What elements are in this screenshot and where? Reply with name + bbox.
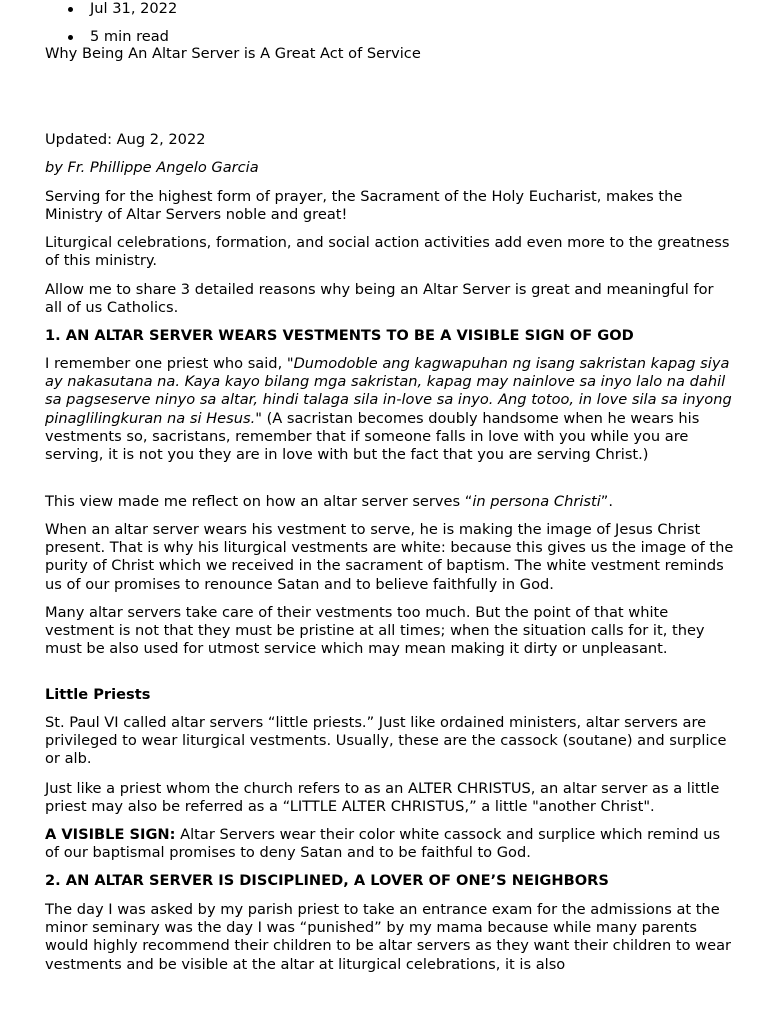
little-priests-paragraph-2: Just like a priest whom the church refers to as an ALTER CHRISTUS, an altar server as a little priest may also be referred as a “LITTLE ALTER CHRISTUS,” a little "another Christ". — [45, 780, 720, 816]
quote-prefix: I remember one priest who said, " — [45, 355, 294, 372]
vestment-care-paragraph: Many altar servers take care of their vestments too much. But the point of that white vestment is not that they must be pristine at all times; when the situation calls for it, they must be also used for utmost service which may mean making it dirty or unpleasant. — [45, 604, 705, 658]
seminary-story-paragraph: The day I was asked by my parish priest to take an entrance exam for the admissions at the minor seminary was the day I was “punished” by my mama because while many parents would highly recommend their children to be altar servers as they want their children to wear vestments and be visible at the altar at liturgical celebrations, it is also — [45, 901, 732, 973]
in-persona-christi-paragraph — [45, 493, 735, 511]
little-priests-paragraph-1: St. Paul VI called altar servers “little priests.” Just like ordained ministers, altar servers are privileged to wear liturgical vestments. Usually, these are the cassock (soutane) and surplice or alb. — [45, 714, 727, 768]
view-suffix: ”. — [600, 493, 613, 510]
updated-date: Updated: Aug 2, 2022 — [45, 131, 206, 148]
author-byline: by Fr. Phillippe Angelo Garcia — [45, 159, 259, 176]
in-persona-christi: in persona Christi — [472, 493, 601, 510]
intro-paragraph-1: Serving for the highest form of prayer, the Sacrament of the Holy Eucharist, makes the Ministry of Altar Servers noble and great! — [45, 188, 683, 224]
view-prefix: This view made me reflect on how an altar server serves “ — [45, 493, 473, 510]
quote-tagalog: Dumodoble ang kagwapuhan ng isang sakristan kapag siya ay nakasutana na. Kaya kayo bilang mga sakristan, kapag may nainlove sa inyo lalo na dahil sa pagseserve ninyo sa altar, hindi talaga sila in-love sa inyo. Ang totoo, in love sila sa inyong pinaglilingkuran na si Hesus. — [45, 355, 732, 427]
visible-sign-paragraph — [45, 826, 735, 862]
read-time: 5 min read — [90, 28, 169, 45]
visible-sign-label: A VISIBLE SIGN: — [45, 826, 176, 843]
intro-paragraph-2: Liturgical celebrations, formation, and social action activities add even more to the greatness of this ministry. — [45, 234, 730, 270]
article-title: Why Being An Altar Server is A Great Act of Service — [45, 45, 421, 62]
intro-paragraph-3: Allow me to share 3 detailed reasons why being an Altar Server is great and meaningful for all of us Catholics. — [45, 281, 714, 317]
visible-sign-text: Altar Servers wear their color white cassock and surplice which remind us of our baptismal promises to deny Satan and to be faithful to God. — [45, 826, 721, 862]
quote-translation: " (A sacristan becomes doubly handsome when he wears his vestments so, sacristans, remember that if someone falls in love with you while you are serving, it is not you they are in love with but the fact that you are serving Christ.) — [45, 409, 700, 464]
section-2-heading: 2. AN ALTAR SERVER IS DISCIPLINED, A LOVER OF ONE’S NEIGHBORS — [45, 872, 609, 889]
priest-quote-paragraph — [45, 355, 735, 464]
publish-date: Jul 31, 2022 — [90, 0, 178, 17]
little-priests-heading: Little Priests — [45, 686, 151, 703]
vestment-image-paragraph: When an altar server wears his vestment to serve, he is making the image of Jesus Christ present. That is why his liturgical vestments are white: because this gives us the image of the purity of Christ which we received in the sacrament of baptism. The white vestment reminds us of our promises to renounce Satan and to believe faithfully in God. — [45, 521, 734, 593]
section-1-heading: 1. AN ALTAR SERVER WEARS VESTMENTS TO BE A VISIBLE SIGN OF GOD — [45, 327, 634, 344]
